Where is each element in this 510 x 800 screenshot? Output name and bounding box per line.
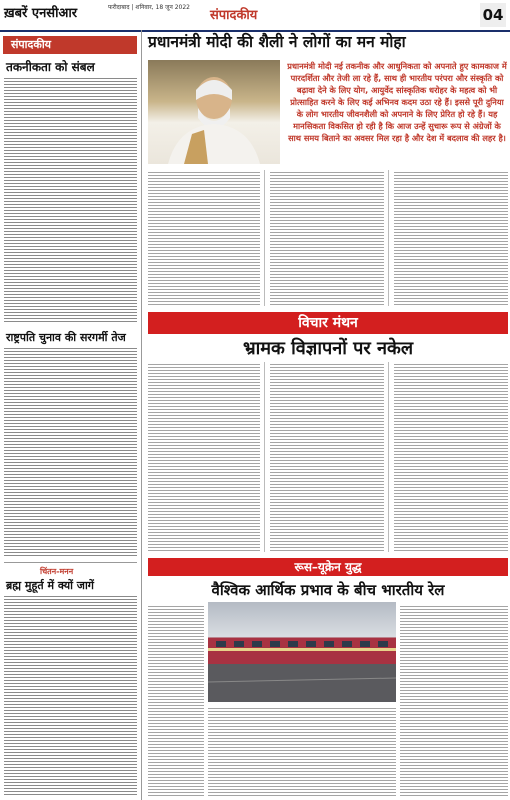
russia-article-col1 bbox=[148, 604, 204, 796]
editorial-title: तकनीकता को संबल bbox=[6, 60, 95, 74]
dateline: फरीदाबाद | शनिवार, 18 जून 2022 bbox=[108, 4, 190, 11]
russia-article-col2 bbox=[208, 706, 396, 796]
pm-modi-photo bbox=[148, 60, 280, 164]
russia-section-label: रूस–यूक्रेन युद्ध bbox=[294, 560, 362, 574]
russia-section-headline: वैश्विक आर्थिक प्रभाव के बीच भारतीय रेल bbox=[211, 581, 445, 599]
divider bbox=[388, 170, 389, 306]
main-article-col3 bbox=[394, 170, 508, 306]
ad-section-label: विचार मंथन bbox=[298, 315, 358, 331]
column3-title: ब्रह्म मुहूर्त में क्यों जागें bbox=[6, 579, 94, 592]
newspaper-logo: ख़बरें एनसीआर bbox=[4, 6, 78, 21]
pull-quote: प्रधानमंत्री मोदी नई तकनीक और आधुनिकता को अपनाते हुए कामकाज में पारदर्शिता और तेजी ला रहे हैं, साथ ही भारतीय परंपरा और संस्कृति को बढ़ावा देने के लिए योग, आयुर्वेद सांस्कृतिक धरोहर के महत्व को भी प्रोत्साहित करने के लिए कई अभिनव कदम उठा रहे हैं। इससे पूरी दुनिया के लोग भारतीय जीवनशैली को अपनाने के लिए प्रेरित हो रहे हैं। यह मानसिकता विकसित हो रही है कि आज उन्हें सुचारू रूप से अंग्रेजों के साथ समय बिताने का अवसर मिल रहा है और देश में बदलाव की लहर है। bbox=[287, 61, 507, 143]
main-article-col2 bbox=[270, 170, 384, 306]
column3-body bbox=[4, 594, 137, 796]
divider bbox=[264, 170, 265, 306]
divider bbox=[388, 362, 389, 552]
main-headline: प्रधानमंत्री मोदी की शैली ने लोगों का मन मोहा bbox=[148, 33, 406, 51]
column2-title: राष्ट्रपति चुनाव की सरगर्मी तेज bbox=[6, 331, 126, 344]
section-title: संपादकीय bbox=[210, 8, 258, 23]
ad-section-headline: भ्रामक विज्ञापनों पर नकेल bbox=[242, 338, 414, 359]
russia-article-col3 bbox=[400, 604, 508, 796]
ad-article-col1 bbox=[148, 362, 260, 552]
column-divider bbox=[141, 30, 142, 800]
page-number: 04 bbox=[480, 3, 506, 27]
ad-article-col2 bbox=[270, 362, 384, 552]
column2-body bbox=[4, 346, 137, 556]
train-photo bbox=[208, 602, 396, 702]
editorial-body bbox=[4, 76, 137, 324]
column3-label: चिंतन-मनन bbox=[40, 567, 74, 576]
divider bbox=[264, 362, 265, 552]
ad-article-col3 bbox=[394, 362, 508, 552]
divider bbox=[4, 562, 137, 563]
main-article-col1 bbox=[148, 170, 260, 306]
editorial-header: संपादकीय bbox=[3, 36, 137, 54]
